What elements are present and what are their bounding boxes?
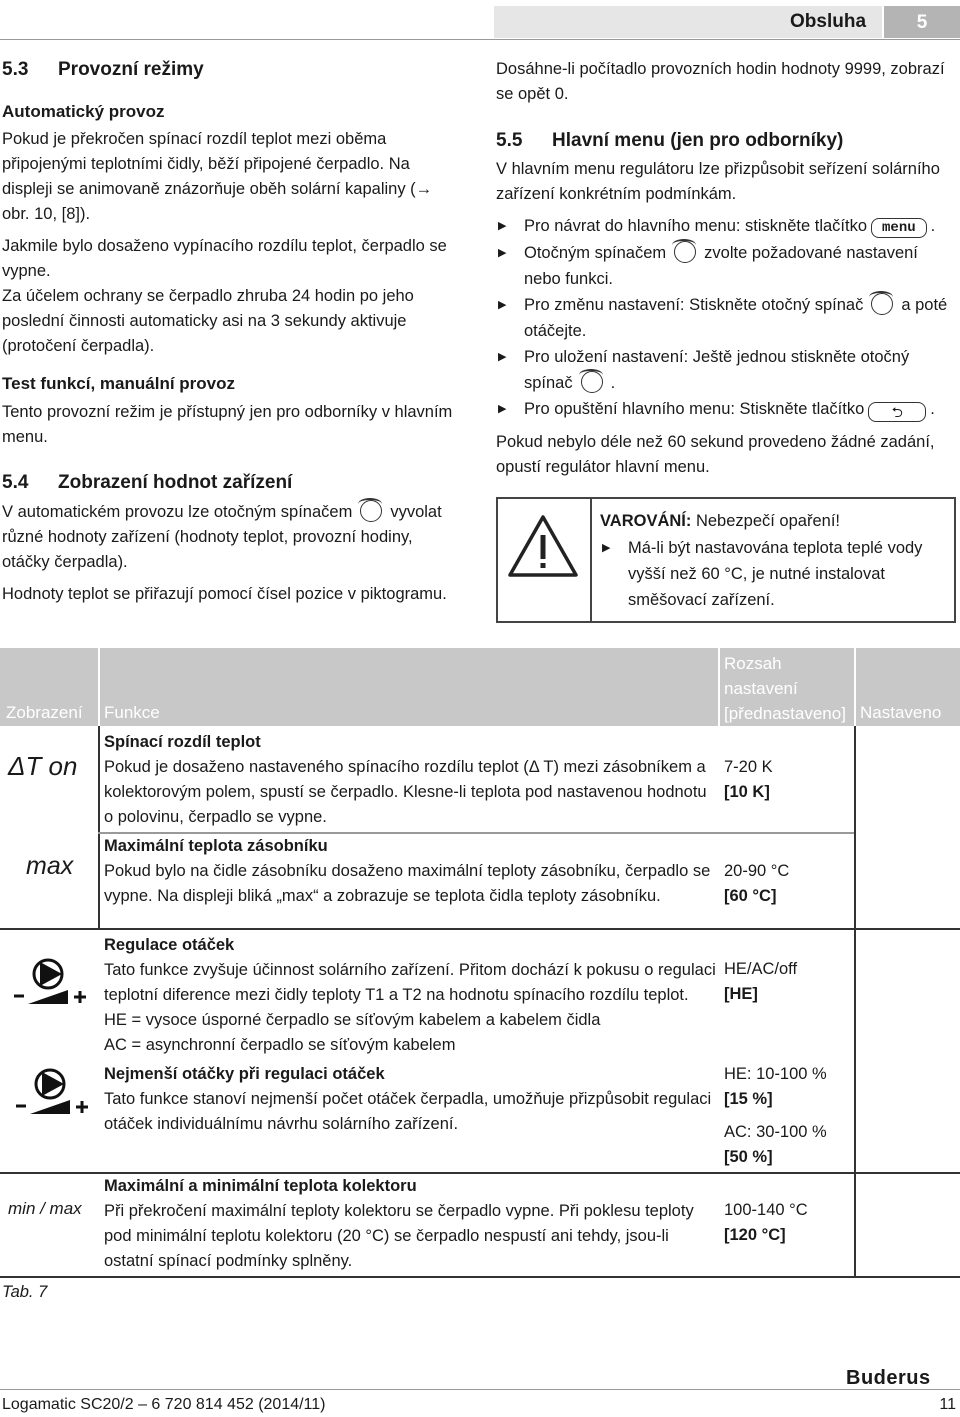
rotary-knob-icon [674,241,696,263]
range-cell [724,957,854,1007]
function-note: HE = vysoce úsporné čerpadlo se síťovým kabelem a kabelem čidla [104,1011,601,1029]
timeout-paragraph: Pokud nebylo déle než 60 sekund provedeno žádné zadání, opustí regulátor hlavní menu. [496,433,935,476]
main-menu-steps [496,213,956,422]
text-run: a poté otáčejte. [524,296,948,340]
function-title: Maximální teplota zásobníku [104,837,328,855]
range-value: HE: 10-100 % [724,1065,827,1083]
column-divider [854,726,856,1276]
default-value: [120 °C] [724,1226,786,1244]
auto-mode-paragraph-1: Pokud je překročen spínací rozdíl teplot mezi oběma připojenými teplotními čidly, běží připojené čerpadlo. Na displeji se animovaně znázorňuje oběh solární kapaliny (→ obr. 10, [8]). [2,130,433,223]
brand-logo: Buderus [846,1367,931,1389]
step-item [496,292,956,344]
warning-title [600,509,840,534]
default-value: [10 K] [724,783,770,801]
range-value: 7-20 K [724,758,773,776]
display-symbol: min / max [8,1199,82,1218]
auto-mode-paragraph-2: Jakmile bylo dosaženo vypínacího rozdílu teplot, čerpadlo se vypne. [2,237,447,280]
auto-mode-paragraph-3: Za účelem ochrany se čerpadlo zhruba 24 hodin po jeho poslední činnosti automaticky asi na 3 sekundy aktivuje (protočení čerpadla). [2,287,414,355]
function-text: Tato funkce stanoví nejmenší počet otáček čerpadla, umožňuje přizpůsobit regulaci otáček individuálnímu návrhu solárního zařízení. [104,1090,712,1133]
chapter-number: 5 [884,6,960,38]
column-divider [98,726,100,930]
default-value: [HE] [724,985,758,1003]
test-mode-heading: Test funkcí, manuální provoz [2,374,235,393]
row-divider [0,1276,960,1278]
test-mode-paragraph: Tento provozní režim je přístupný jen pro odborníky v hlavním menu. [2,403,453,446]
text-run: Pro uložení nastavení: Ještě jednou stiskněte otočný spínač [524,348,910,392]
rotary-knob-icon [360,500,382,522]
rotary-knob-icon [871,293,893,315]
header-divider [98,648,100,726]
range-value: 100-140 °C [724,1201,808,1219]
section-title: Obsluha [790,11,867,32]
step-item [496,240,956,292]
function-cell [104,1174,716,1274]
warning-text: Nebezpečí opaření! [695,512,840,530]
section-5-3-heading [2,57,204,83]
warning-item: ▶ Má-li být nastavována teplota teplé vody vyšší než 60 °C, je nutné instalovat směšovací zařízení. [600,535,940,613]
function-cell [104,933,716,1058]
text-run: Otočným spínačem [524,244,667,262]
col-header-function: Funkce [104,703,160,722]
document-reference: Logamatic SC20/2 – 6 720 814 452 (2014/11) [2,1396,326,1413]
warning-divider [590,499,592,621]
section-title: Provozní režimy [58,59,204,80]
range-value: AC: 30-100 % [724,1123,827,1141]
page-number: 11 [939,1396,956,1413]
main-menu-intro: V hlavním menu regulátoru lze přizpůsobit seřízení solárního zařízení konkrétním podmínkám. [496,160,940,203]
text-run: vyvolat různé hodnoty zařízení (hodnoty teplot, provozní hodiny, otáčky čerpadla). [2,503,442,571]
text-run: Pro opuštění hlavního menu: Stiskněte tlačítko [524,400,865,418]
range-value: 20-90 °C [724,862,790,880]
row-divider [0,928,960,930]
section-number: 5.4 [2,472,29,493]
text-run: . [930,217,936,235]
back-key-icon: ⮌ [868,402,926,422]
counter-paragraph: Dosáhne-li počítadlo provozních hodin hodnoty 9999, zobrazí se opět 0. [496,60,945,103]
default-value: [50 %] [724,1148,773,1166]
header-divider [718,648,720,726]
table-caption: Tab. 7 [2,1283,48,1301]
section-title: Zobrazení hodnot zařízení [58,472,293,493]
range-cell [724,1062,854,1170]
function-text: Tato funkce zvyšuje účinnost solárního zařízení. Přitom dochází k pokusu o regulaci teplotní diference mezi čidly teploty T1 a T2 na hodnotu spínacího rozdílu teplot. [104,961,716,1004]
function-cell [104,834,716,909]
header-divider [0,39,960,40]
range-cell [724,1198,854,1248]
text-run: zvolte požadované nastavení nebo funkci. [524,244,918,288]
function-title: Spínací rozdíl teplot [104,733,261,751]
function-note: AC = asynchronní čerpadlo se síťovým kabelem [104,1036,456,1054]
section-number: 5.5 [496,130,523,151]
step-item [496,344,956,396]
function-text: Při překročení maximální teploty kolektoru se čerpadlo vypne. Při poklesu teploty pod minimální teplotu kolektoru (20 °C) se čerpadlo nespustí ani tehdy, jsou-li ostatní spínací podmínky splněny. [104,1202,694,1270]
warning-triangle-icon [506,513,580,579]
function-cell [104,1062,716,1137]
text-run: Pro změnu nastavení: Stiskněte otočný spínač [524,296,864,314]
warning-box [496,497,956,623]
step-item [496,396,956,422]
pump-speed-icon [10,958,90,1008]
menu-key-icon: menu [871,218,927,238]
text-run: V automatickém provozu lze otočným spínačem [2,503,353,521]
range-cell [724,859,854,909]
function-cell [104,730,716,830]
range-value: HE/AC/off [724,960,798,978]
section-title: Hlavní menu (jen pro odborníky) [552,130,844,151]
default-value: [60 °C] [724,887,777,905]
default-value: [15 %] [724,1090,773,1108]
range-cell [724,755,854,805]
function-title: Maximální a minimální teplota kolektoru [104,1177,417,1195]
auto-mode-heading: Automatický provoz [2,102,165,121]
values-paragraph-1 [2,500,462,575]
function-text: Pokud bylo na čidle zásobníku dosaženo maximální teploty zásobníku, čerpadlo se vypne. Na displeji bliká „max“ a zobrazuje se teplota čidla teploty zásobníku. [104,862,711,905]
values-paragraph-2: Hodnoty teplot se přiřazují pomocí čísel pozice v piktogramu. [2,585,447,603]
header-divider [854,648,856,726]
col-header-set: Nastaveno [860,703,942,722]
section-5-5-heading [496,128,843,154]
warning-list [600,535,940,613]
col-header-range: Rozsah nastavení [přednastaveno] [724,654,846,723]
function-text: Pokud je dosaženo nastaveného spínacího rozdílu teplot (Δ T) mezi zásobníkem a kolektorovým polem, spustí se čerpadlo. Klesne-li teplota pod nastavenou hodnotu o polovinu, čerpadlo se vypne. [104,758,707,826]
display-symbol: ΔT on [8,751,78,781]
col-header-display: Zobrazení [6,703,83,722]
text-run: . [930,400,935,418]
text-run: Pro návrat do hlavního menu: stiskněte tlačítko [524,217,868,235]
warning-label: VAROVÁNÍ: [600,512,692,530]
step-item [496,213,956,239]
function-title: Regulace otáček [104,936,235,954]
section-5-4-heading [2,470,292,496]
display-symbol: max [26,852,74,880]
section-number: 5.3 [2,59,29,80]
rotary-knob-icon [581,371,603,393]
pump-speed-icon [12,1068,92,1118]
footer-divider [0,1389,960,1390]
text-run: . [610,374,616,392]
function-title: Nejmenší otáčky při regulaci otáček [104,1065,385,1083]
